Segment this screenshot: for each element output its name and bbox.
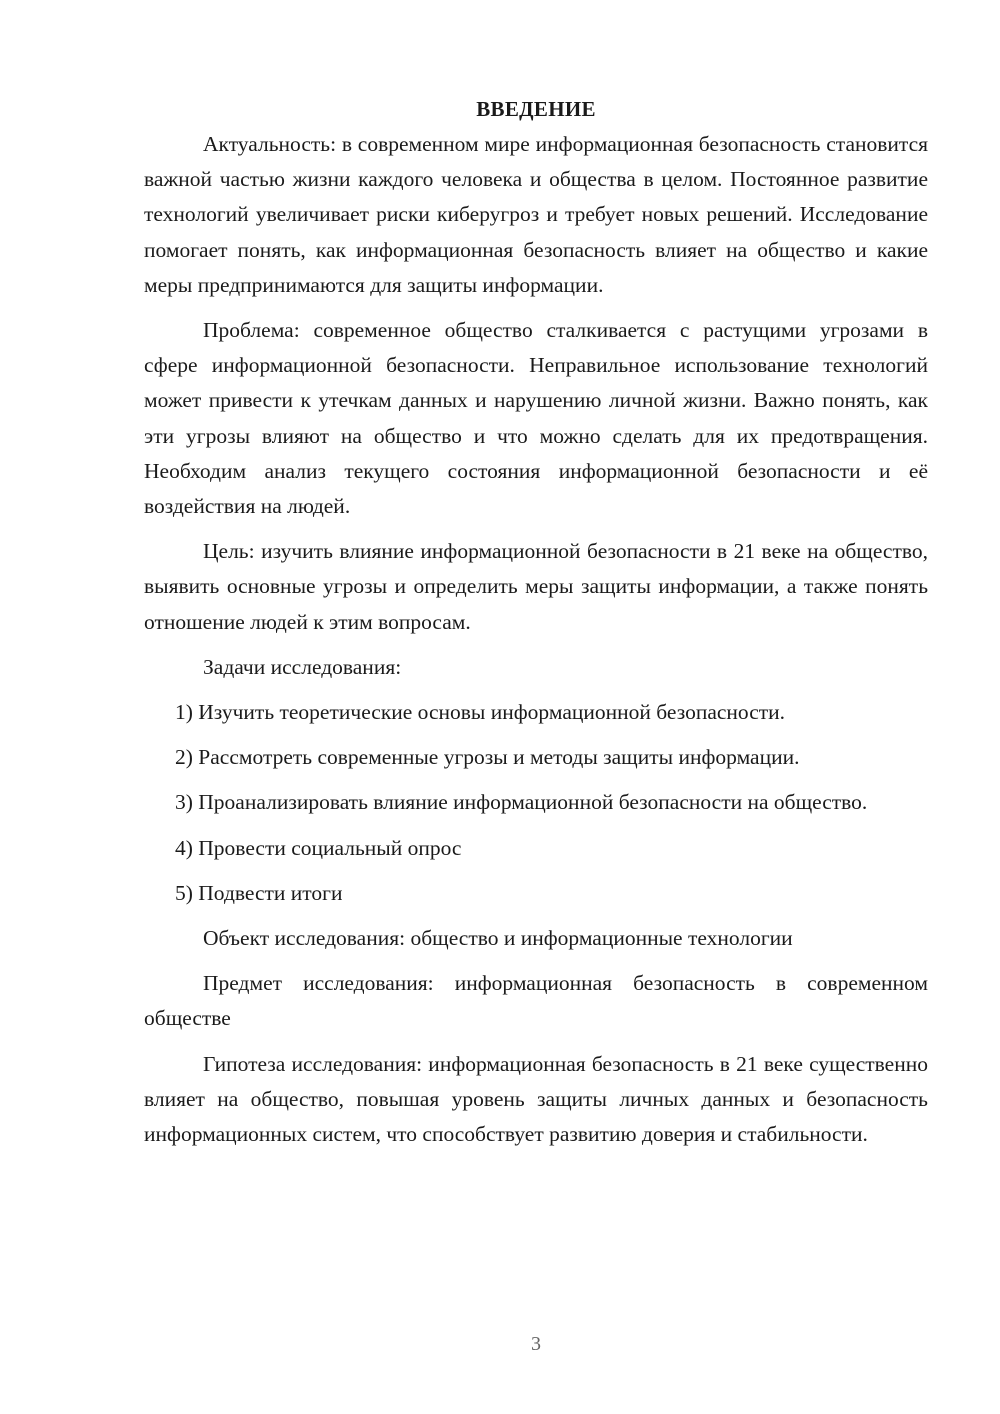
hypothesis-paragraph: Гипотеза исследования: информационная безопасность в 21 веке существенно влияет на общество, повышая уровень защиты личных данных и безопасность информационных систем, что способствует развитию доверия и стабильности. [144, 1051, 928, 1147]
tasks-heading: Задачи исследования: [203, 654, 402, 679]
task-item: 4) Провести социальный опрос [175, 835, 462, 860]
relevance-paragraph: Актуальность: в современном мире информационная безопасность становится важной частью жизни каждого человека и общества в целом. Постоянное развитие технологий увеличивает риски киберугроз и требует новых решений. Исследование помогает понять, как информационная безопасность влияет на общество и какие меры предпринимаются для защиты информации. [144, 132, 928, 297]
goal-paragraph: Цель: изучить влияние информационной безопасности в 21 веке на общество, выявить основные угрозы и определить меры защиты информации, а также понять отношение людей к этим вопросам. [144, 539, 928, 634]
task-item: 3) Проанализировать влияние информационной безопасности на общество. [175, 790, 868, 815]
object-paragraph: Объект исследования: общество и информационные технологии [203, 926, 793, 951]
task-item: 5) Подвести итоги [175, 880, 343, 905]
section-title: ВВЕДЕНИЕ [476, 97, 596, 121]
problem-paragraph: Проблема: современное общество сталкивается с растущими угрозами в сфере информационной безопасности. Неправильное использование технологий может привести к утечкам данных и нарушению личной жизни. Важно понять, как эти угрозы влияют на общество и что можно сделать для их предотвращения. Необходим анализ текущего состояния информационной безопасности и её воздействия на людей. [144, 318, 928, 519]
page-number: 3 [531, 1333, 541, 1355]
subject-paragraph: Предмет исследования: информационная безопасность в современном обществе [144, 971, 928, 1031]
task-item: 2) Рассмотреть современные угрозы и методы защиты информации. [175, 745, 800, 770]
document-page [144, 92, 928, 1162]
task-item: 1) Изучить теоретические основы информационной безопасности. [175, 700, 786, 725]
